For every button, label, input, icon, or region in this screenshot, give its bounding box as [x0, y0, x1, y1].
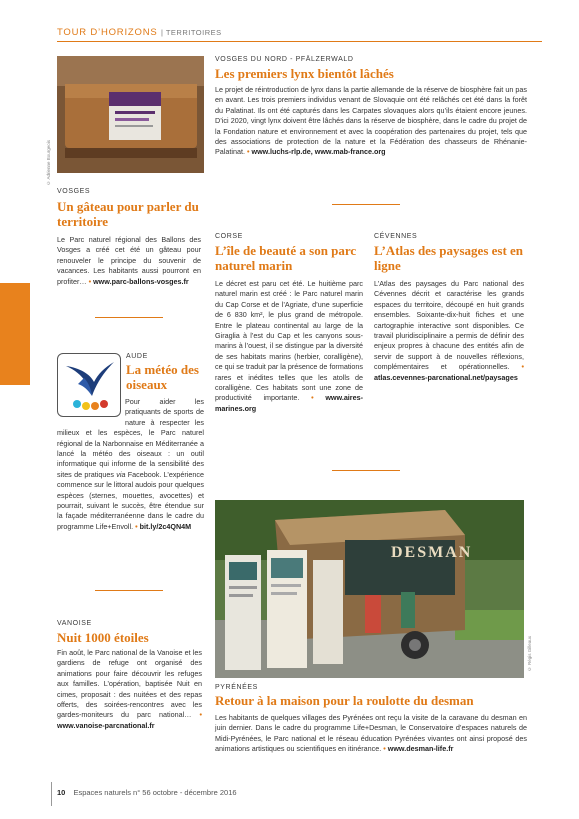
separator	[332, 204, 400, 205]
vanoise-url[interactable]: www.vanoise-parcnational.fr	[57, 720, 155, 730]
aude-body-via: via	[116, 469, 126, 479]
page-number: 10	[57, 788, 66, 797]
cake-body-text: Le Parc naturel régional des Ballons des Vosges a créé cet été un gâteau pour renouveler le principe du souvenir de vacances. Les habitants aussi pourront en profiter…	[57, 235, 201, 286]
aude-kicker: AUDE	[126, 353, 148, 360]
cake-title: Un gâteau pour parler du territoire	[57, 199, 199, 229]
corse-url[interactable]: www.aires-marines.org	[215, 393, 363, 413]
desman-sign: DESMAN	[391, 544, 473, 561]
vanoise-kicker: VANOISE	[57, 620, 92, 627]
separator	[95, 590, 163, 591]
aude-body	[57, 397, 204, 532]
cevennes-body-text: L’Atlas des paysages du Parc national des Cévennes décrit et caractérise les grands espaces du territoire, découpé en huit grands ensembles. Soixante-dix-huit fiches et une cartographie interactive sont disponibles. Ce travail pluridisciplinaire a permis de définir des enjeux propres à chacune des entités afin de servir de support à de nouvelles réflexions, complémentaires et opérationnelles.	[374, 279, 524, 372]
caravan-illustration	[215, 500, 524, 678]
aude-body-intro: Pour aider les pratiquants de sports de nature à respecter les milieux et les espèces, le Parc naturel régional de la Narbonnaise en Méditerranée a lancé la météo des oiseaux : un outil informatique qui informe de la sensibilité des sites de pratiques	[57, 397, 204, 479]
lynx-title: Les premiers lynx bientôt lâchés	[215, 66, 394, 81]
cevennes-body	[374, 279, 524, 383]
section-title: TOUR D’HORIZONS	[57, 27, 158, 38]
footer-rule	[51, 782, 52, 806]
cevennes-title: L’Atlas des paysages est en ligne	[374, 243, 524, 273]
corse-title: L’île de beauté a son parc naturel marin	[215, 243, 357, 273]
page-footer	[57, 788, 237, 797]
end-dot: •	[199, 710, 203, 720]
cake-kicker: VOSGES	[57, 188, 91, 195]
end-dot: •	[311, 393, 314, 403]
cake-illustration	[57, 56, 204, 173]
corse-kicker: CORSE	[215, 233, 243, 240]
end-dot: •	[521, 362, 524, 372]
corse-body-text: Le décret est paru cet été. Le huitième parc naturel marin est créé : le Parc naturel marin du Cap Corse et de l’Agriate, d’une superficie de 6 830 km², le plus grand de métropole. Entre le plateau continental au large de la Giraglia à l’est du Cap et les canyons sous-marins à l’ouest, il se distingue par la diversité de ses habitats marins (herbier, coralligène), ce qui se traduit par la présence de formations rares et inédites telles que les atolls de coralligène. Ces habitats sont une zone de productivité importante.	[215, 279, 363, 403]
issue-info: Espaces naturels n° 56 octobre - décembre 2016	[73, 788, 237, 797]
pyrenees-url[interactable]: www.desman-life.fr	[387, 744, 454, 754]
separator	[332, 470, 400, 471]
desman-caravan-photo	[215, 500, 524, 678]
lynx-kicker: VOSGES DU NORD - PFÄLZERWALD	[215, 56, 354, 63]
side-tab	[0, 283, 30, 385]
lynx-url[interactable]: www.luchs-rlp.de, www.mab-france.org	[251, 147, 386, 157]
section-header	[57, 27, 222, 38]
aude-title: La météo des oiseaux	[126, 362, 199, 392]
cake-body	[57, 235, 201, 287]
section-subtitle: | TERRITOIRES	[160, 28, 222, 37]
pyrenees-title: Retour à la maison pour la roulotte du desman	[215, 693, 474, 708]
pyrenees-kicker: PYRÉNÉES	[215, 684, 258, 691]
cake-photo	[57, 56, 204, 173]
vanoise-body	[57, 648, 202, 731]
corse-body	[215, 279, 363, 414]
cevennes-kicker: CÉVENNES	[374, 233, 418, 240]
end-dot: •	[246, 147, 250, 157]
pyrenees-body	[215, 713, 527, 755]
aude-url[interactable]: bit.ly/2c4QN4M	[139, 521, 192, 531]
logo-spacer	[57, 397, 125, 427]
vanoise-title: Nuit 1000 étoiles	[57, 630, 149, 645]
end-dot: •	[383, 744, 386, 754]
cake-url[interactable]: www.parc-ballons-vosges.fr	[93, 276, 189, 286]
cake-photo-credit: © Adrienne Bourgeois	[46, 140, 51, 186]
separator	[95, 317, 163, 318]
lynx-body	[215, 85, 527, 158]
cevennes-url[interactable]: atlas.cevennes-parcnational.net/paysages	[374, 372, 518, 382]
desman-photo-credit: © Régis Gilleaux	[527, 636, 532, 672]
vanoise-body-text: Fin août, le Parc national de la Vanoise et les gardiens de refuge ont organisé des animations pour faire découvrir les refuges aux familles. L’opération, baptisée Nuit en cimes, proposait : des nuitées et des repas offerts, des soirées-rencontres avec les gardes-moniteurs du parc national…	[57, 648, 202, 720]
lynx-body-text: Le projet de réintroduction de lynx dans la partie allemande de la réserve de biosphère fait un pas en avant. Les trois premiers individus venant de Slovaquie ont été relâchés cet été dans la forêt du Palatinat. Ils ont été capturés dans les Carpates slovaques alors qu’ils étaient encore jeunes. D’ici 2020, vingt lynx doivent être lâchés dans la réserve de biosphère, dans le cadre du projet de la Fondation nature et environnement et avec la coopération des partenaires du projet, tels que des associations de protection de la nature et la Fédération des chasseurs de Rhénanie-Palatinat.	[215, 85, 527, 157]
pyrenees-body-text: Les habitants de quelques villages des Pyrénées ont reçu la visite de la caravane du desman en juin dernier. Dans le cadre du programme Life+Desman, le Conservatoire d’espaces naturels de Midi-Pyrénées, le Parc national et le réseau éducation Pyrénées vivantes ont ainsi proposé des animations artistiques ou scientifiques en itinérance.	[215, 713, 527, 754]
header-rule	[57, 41, 542, 42]
end-dot: •	[88, 276, 92, 286]
aude-body-rest: Facebook. L’expérience commence sur le littoral audois pour quelques espèces (sternes, mouettes, avocettes) et pourrait, suivant le succès, être étendue sur la façade méditerranéenne dans le cadre du programme Life+Envoll.	[57, 469, 205, 531]
end-dot: •	[135, 521, 138, 531]
